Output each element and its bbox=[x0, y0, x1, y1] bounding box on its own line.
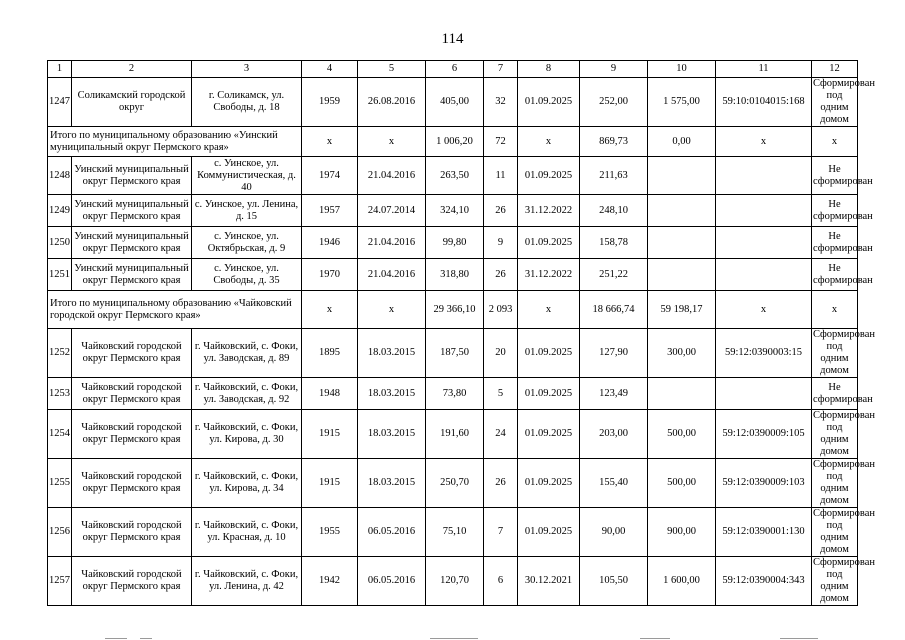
residents-cell: 26 bbox=[484, 259, 518, 291]
residents-cell: 6 bbox=[484, 557, 518, 606]
total-cell: x bbox=[302, 291, 358, 329]
cadastral-number-cell bbox=[716, 378, 812, 410]
table-row bbox=[48, 78, 858, 127]
land-area-cell: 900,00 bbox=[648, 508, 716, 557]
cadastral-number-cell bbox=[716, 227, 812, 259]
residents-cell: 26 bbox=[484, 195, 518, 227]
year-cell: 1957 bbox=[302, 195, 358, 227]
row-number-cell: 1248 bbox=[48, 157, 72, 195]
table-row bbox=[48, 557, 858, 606]
year-cell: 1948 bbox=[302, 378, 358, 410]
year-cell: 1970 bbox=[302, 259, 358, 291]
land-status-cell: Сформирован под одним домом bbox=[813, 459, 876, 506]
total-label: Итого по муниципальному образованию «Уинский муниципальный округ Пермского края» bbox=[48, 127, 302, 157]
area-cell: 250,70 bbox=[426, 459, 484, 508]
total-cell: x bbox=[358, 291, 426, 329]
living-area-cell: 251,22 bbox=[580, 259, 648, 291]
land-status-cell: Не сформирован bbox=[812, 259, 858, 291]
land-status-cell: Не сформирован bbox=[812, 157, 858, 195]
land-area-cell: 1 575,00 bbox=[648, 78, 716, 127]
area-cell: 99,80 bbox=[426, 227, 484, 259]
table-row bbox=[48, 459, 858, 508]
address-cell: г. Чайковский, с. Фоки, ул. Кирова, д. 30 bbox=[192, 410, 302, 459]
area-cell: 324,10 bbox=[426, 195, 484, 227]
cadastral-number-cell: 59:12:0390009:105 bbox=[716, 410, 812, 459]
total-row bbox=[48, 127, 858, 157]
land-area-cell bbox=[648, 227, 716, 259]
total-cell: x bbox=[812, 127, 858, 157]
municipality-cell: Уинский муниципальный округ Пермского края bbox=[72, 157, 192, 195]
cadastral-number-cell: 59:12:0390009:103 bbox=[716, 459, 812, 508]
area-cell: 120,70 bbox=[426, 557, 484, 606]
residents-cell: 5 bbox=[484, 378, 518, 410]
date-cell: 18.03.2015 bbox=[358, 378, 426, 410]
address-cell: г. Чайковский, с. Фоки, ул. Ленина, д. 42 bbox=[192, 557, 302, 606]
total-label: Итого по муниципальному образованию «Чайковский городской округ Пермского края» bbox=[48, 291, 302, 329]
table-row bbox=[48, 259, 858, 291]
land-area-cell bbox=[648, 195, 716, 227]
column-number: 10 bbox=[648, 61, 716, 78]
year-cell: 1974 bbox=[302, 157, 358, 195]
cadastral-number-cell bbox=[716, 195, 812, 227]
living-area-cell: 90,00 bbox=[580, 508, 648, 557]
area-cell: 405,00 bbox=[426, 78, 484, 127]
address-cell: с. Уинское, ул. Октябрьская, д. 9 bbox=[192, 227, 302, 259]
year-cell: 1959 bbox=[302, 78, 358, 127]
living-area-cell: 123,49 bbox=[580, 378, 648, 410]
cadastral-number-cell: 59:10:0104015:168 bbox=[716, 78, 812, 127]
date-cell: 21.04.2016 bbox=[358, 157, 426, 195]
column-number: 7 bbox=[484, 61, 518, 78]
total-cell: 72 bbox=[484, 127, 518, 157]
date-cell: 21.04.2016 bbox=[358, 259, 426, 291]
land-status-cell: Сформирован под одним домом bbox=[813, 508, 876, 555]
land-area-cell: 1 600,00 bbox=[648, 557, 716, 606]
municipality-cell: Чайковский городской округ Пермского края bbox=[72, 459, 192, 508]
total-cell: 18 666,74 bbox=[580, 291, 648, 329]
land-area-cell bbox=[648, 259, 716, 291]
address-cell: г. Соликамск, ул. Свободы, д. 18 bbox=[192, 78, 302, 127]
row-number-cell: 1251 bbox=[48, 259, 72, 291]
table-row bbox=[48, 378, 858, 410]
land-status-cell: Не сформирован bbox=[812, 195, 858, 227]
date-cell: 21.04.2016 bbox=[358, 227, 426, 259]
living-area-cell: 158,78 bbox=[580, 227, 648, 259]
table-row bbox=[48, 329, 858, 378]
address-cell: с. Уинское, ул. Коммунистическая, д. 40 bbox=[192, 157, 302, 195]
land-area-cell: 300,00 bbox=[648, 329, 716, 378]
year-cell: 1942 bbox=[302, 557, 358, 606]
total-cell: x bbox=[518, 127, 580, 157]
municipality-cell: Чайковский городской округ Пермского края bbox=[72, 508, 192, 557]
cadastral-number-cell: 59:12:0390004:343 bbox=[716, 557, 812, 606]
row-number-cell: 1247 bbox=[48, 78, 72, 127]
address-cell: с. Уинское, ул. Свободы, д. 35 bbox=[192, 259, 302, 291]
cadastral-number-cell: 59:12:0390001:130 bbox=[716, 508, 812, 557]
total-cell: x bbox=[358, 127, 426, 157]
column-number: 3 bbox=[192, 61, 302, 78]
year-cell: 1955 bbox=[302, 508, 358, 557]
cadastral-number-cell bbox=[716, 259, 812, 291]
address-cell: г. Чайковский, с. Фоки, ул. Красная, д. 10 bbox=[192, 508, 302, 557]
total-cell: 1 006,20 bbox=[426, 127, 484, 157]
row-number-cell: 1257 bbox=[48, 557, 72, 606]
date-cell: 18.03.2015 bbox=[358, 410, 426, 459]
land-status-cell: Не сформирован bbox=[812, 227, 858, 259]
table-row bbox=[48, 195, 858, 227]
column-number: 8 bbox=[518, 61, 580, 78]
total-cell: x bbox=[518, 291, 580, 329]
table-row bbox=[48, 508, 858, 557]
address-cell: г. Чайковский, с. Фоки, ул. Заводская, д. 89 bbox=[192, 329, 302, 378]
row-number-cell: 1254 bbox=[48, 410, 72, 459]
total-row bbox=[48, 291, 858, 329]
land-area-cell: 500,00 bbox=[648, 459, 716, 508]
living-area-cell: 203,00 bbox=[580, 410, 648, 459]
land-area-cell: 500,00 bbox=[648, 410, 716, 459]
residents-cell: 7 bbox=[484, 508, 518, 557]
area-cell: 187,50 bbox=[426, 329, 484, 378]
year-cell: 1946 bbox=[302, 227, 358, 259]
deadline-cell: 01.09.2025 bbox=[518, 459, 580, 508]
municipality-cell: Соликамский городской округ bbox=[72, 78, 192, 127]
column-number: 4 bbox=[302, 61, 358, 78]
address-cell: г. Чайковский, с. Фоки, ул. Кирова, д. 34 bbox=[192, 459, 302, 508]
total-cell: 2 093 bbox=[484, 291, 518, 329]
row-number-cell: 1252 bbox=[48, 329, 72, 378]
cadastral-number-cell: 59:12:0390003:15 bbox=[716, 329, 812, 378]
deadline-cell: 31.12.2022 bbox=[518, 259, 580, 291]
deadline-cell: 01.09.2025 bbox=[518, 78, 580, 127]
scan-edge-marks bbox=[0, 634, 905, 640]
municipality-cell: Уинский муниципальный округ Пермского края bbox=[72, 227, 192, 259]
column-number-row bbox=[48, 61, 858, 78]
living-area-cell: 105,50 bbox=[580, 557, 648, 606]
column-number: 2 bbox=[72, 61, 192, 78]
residents-cell: 11 bbox=[484, 157, 518, 195]
total-cell: 29 366,10 bbox=[426, 291, 484, 329]
total-cell: x bbox=[812, 291, 858, 329]
date-cell: 06.05.2016 bbox=[358, 557, 426, 606]
total-cell: x bbox=[302, 127, 358, 157]
deadline-cell: 01.09.2025 bbox=[518, 378, 580, 410]
date-cell: 18.03.2015 bbox=[358, 459, 426, 508]
municipality-cell: Чайковский городской округ Пермского края bbox=[72, 557, 192, 606]
land-status-cell: Сформирован под одним домом bbox=[813, 78, 876, 125]
municipality-cell: Чайковский городской округ Пермского края bbox=[72, 378, 192, 410]
total-cell: 869,73 bbox=[580, 127, 648, 157]
land-status-cell: Сформирован под одним домом bbox=[813, 557, 876, 604]
deadline-cell: 01.09.2025 bbox=[518, 329, 580, 378]
address-cell: г. Чайковский, с. Фоки, ул. Заводская, д. 92 bbox=[192, 378, 302, 410]
table-body bbox=[48, 61, 876, 606]
date-cell: 06.05.2016 bbox=[358, 508, 426, 557]
page-number: 114 bbox=[441, 31, 464, 47]
deadline-cell: 01.09.2025 bbox=[518, 508, 580, 557]
row-number-cell: 1255 bbox=[48, 459, 72, 508]
deadline-cell: 31.12.2022 bbox=[518, 195, 580, 227]
row-number-cell: 1253 bbox=[48, 378, 72, 410]
year-cell: 1895 bbox=[302, 329, 358, 378]
land-area-cell bbox=[648, 378, 716, 410]
date-cell: 18.03.2015 bbox=[358, 329, 426, 378]
residents-cell: 24 bbox=[484, 410, 518, 459]
land-status-cell: Сформирован под одним домом bbox=[813, 329, 876, 376]
total-cell: 0,00 bbox=[648, 127, 716, 157]
residents-cell: 9 bbox=[484, 227, 518, 259]
column-number: 5 bbox=[358, 61, 426, 78]
municipality-cell: Уинский муниципальный округ Пермского края bbox=[72, 195, 192, 227]
land-status-cell: Не сформирован bbox=[812, 378, 858, 410]
address-cell: с. Уинское, ул. Ленина, д. 15 bbox=[192, 195, 302, 227]
area-cell: 263,50 bbox=[426, 157, 484, 195]
column-number: 6 bbox=[426, 61, 484, 78]
deadline-cell: 30.12.2021 bbox=[518, 557, 580, 606]
table-row bbox=[48, 410, 858, 459]
residents-cell: 32 bbox=[484, 78, 518, 127]
total-cell: 59 198,17 bbox=[648, 291, 716, 329]
deadline-cell: 01.09.2025 bbox=[518, 227, 580, 259]
row-number-cell: 1249 bbox=[48, 195, 72, 227]
land-status-cell: Сформирован под одним домом bbox=[813, 410, 876, 457]
column-number: 12 bbox=[812, 61, 858, 78]
municipality-cell: Чайковский городской округ Пермского края bbox=[72, 410, 192, 459]
living-area-cell: 248,10 bbox=[580, 195, 648, 227]
deadline-cell: 01.09.2025 bbox=[518, 410, 580, 459]
residents-cell: 26 bbox=[484, 459, 518, 508]
living-area-cell: 127,90 bbox=[580, 329, 648, 378]
living-area-cell: 155,40 bbox=[580, 459, 648, 508]
area-cell: 75,10 bbox=[426, 508, 484, 557]
column-number: 1 bbox=[48, 61, 72, 78]
area-cell: 73,80 bbox=[426, 378, 484, 410]
date-cell: 26.08.2016 bbox=[358, 78, 426, 127]
row-number-cell: 1256 bbox=[48, 508, 72, 557]
area-cell: 318,80 bbox=[426, 259, 484, 291]
living-area-cell: 252,00 bbox=[580, 78, 648, 127]
table-row bbox=[48, 227, 858, 259]
living-area-cell: 211,63 bbox=[580, 157, 648, 195]
row-number-cell: 1250 bbox=[48, 227, 72, 259]
column-number: 11 bbox=[716, 61, 812, 78]
register-table bbox=[47, 60, 876, 606]
municipality-cell: Уинский муниципальный округ Пермского края bbox=[72, 259, 192, 291]
total-cell: x bbox=[716, 291, 812, 329]
year-cell: 1915 bbox=[302, 459, 358, 508]
column-number: 9 bbox=[580, 61, 648, 78]
residents-cell: 20 bbox=[484, 329, 518, 378]
total-cell: x bbox=[716, 127, 812, 157]
municipality-cell: Чайковский городской округ Пермского края bbox=[72, 329, 192, 378]
date-cell: 24.07.2014 bbox=[358, 195, 426, 227]
deadline-cell: 01.09.2025 bbox=[518, 157, 580, 195]
table-row bbox=[48, 157, 858, 195]
year-cell: 1915 bbox=[302, 410, 358, 459]
area-cell: 191,60 bbox=[426, 410, 484, 459]
cadastral-number-cell bbox=[716, 157, 812, 195]
land-area-cell bbox=[648, 157, 716, 195]
